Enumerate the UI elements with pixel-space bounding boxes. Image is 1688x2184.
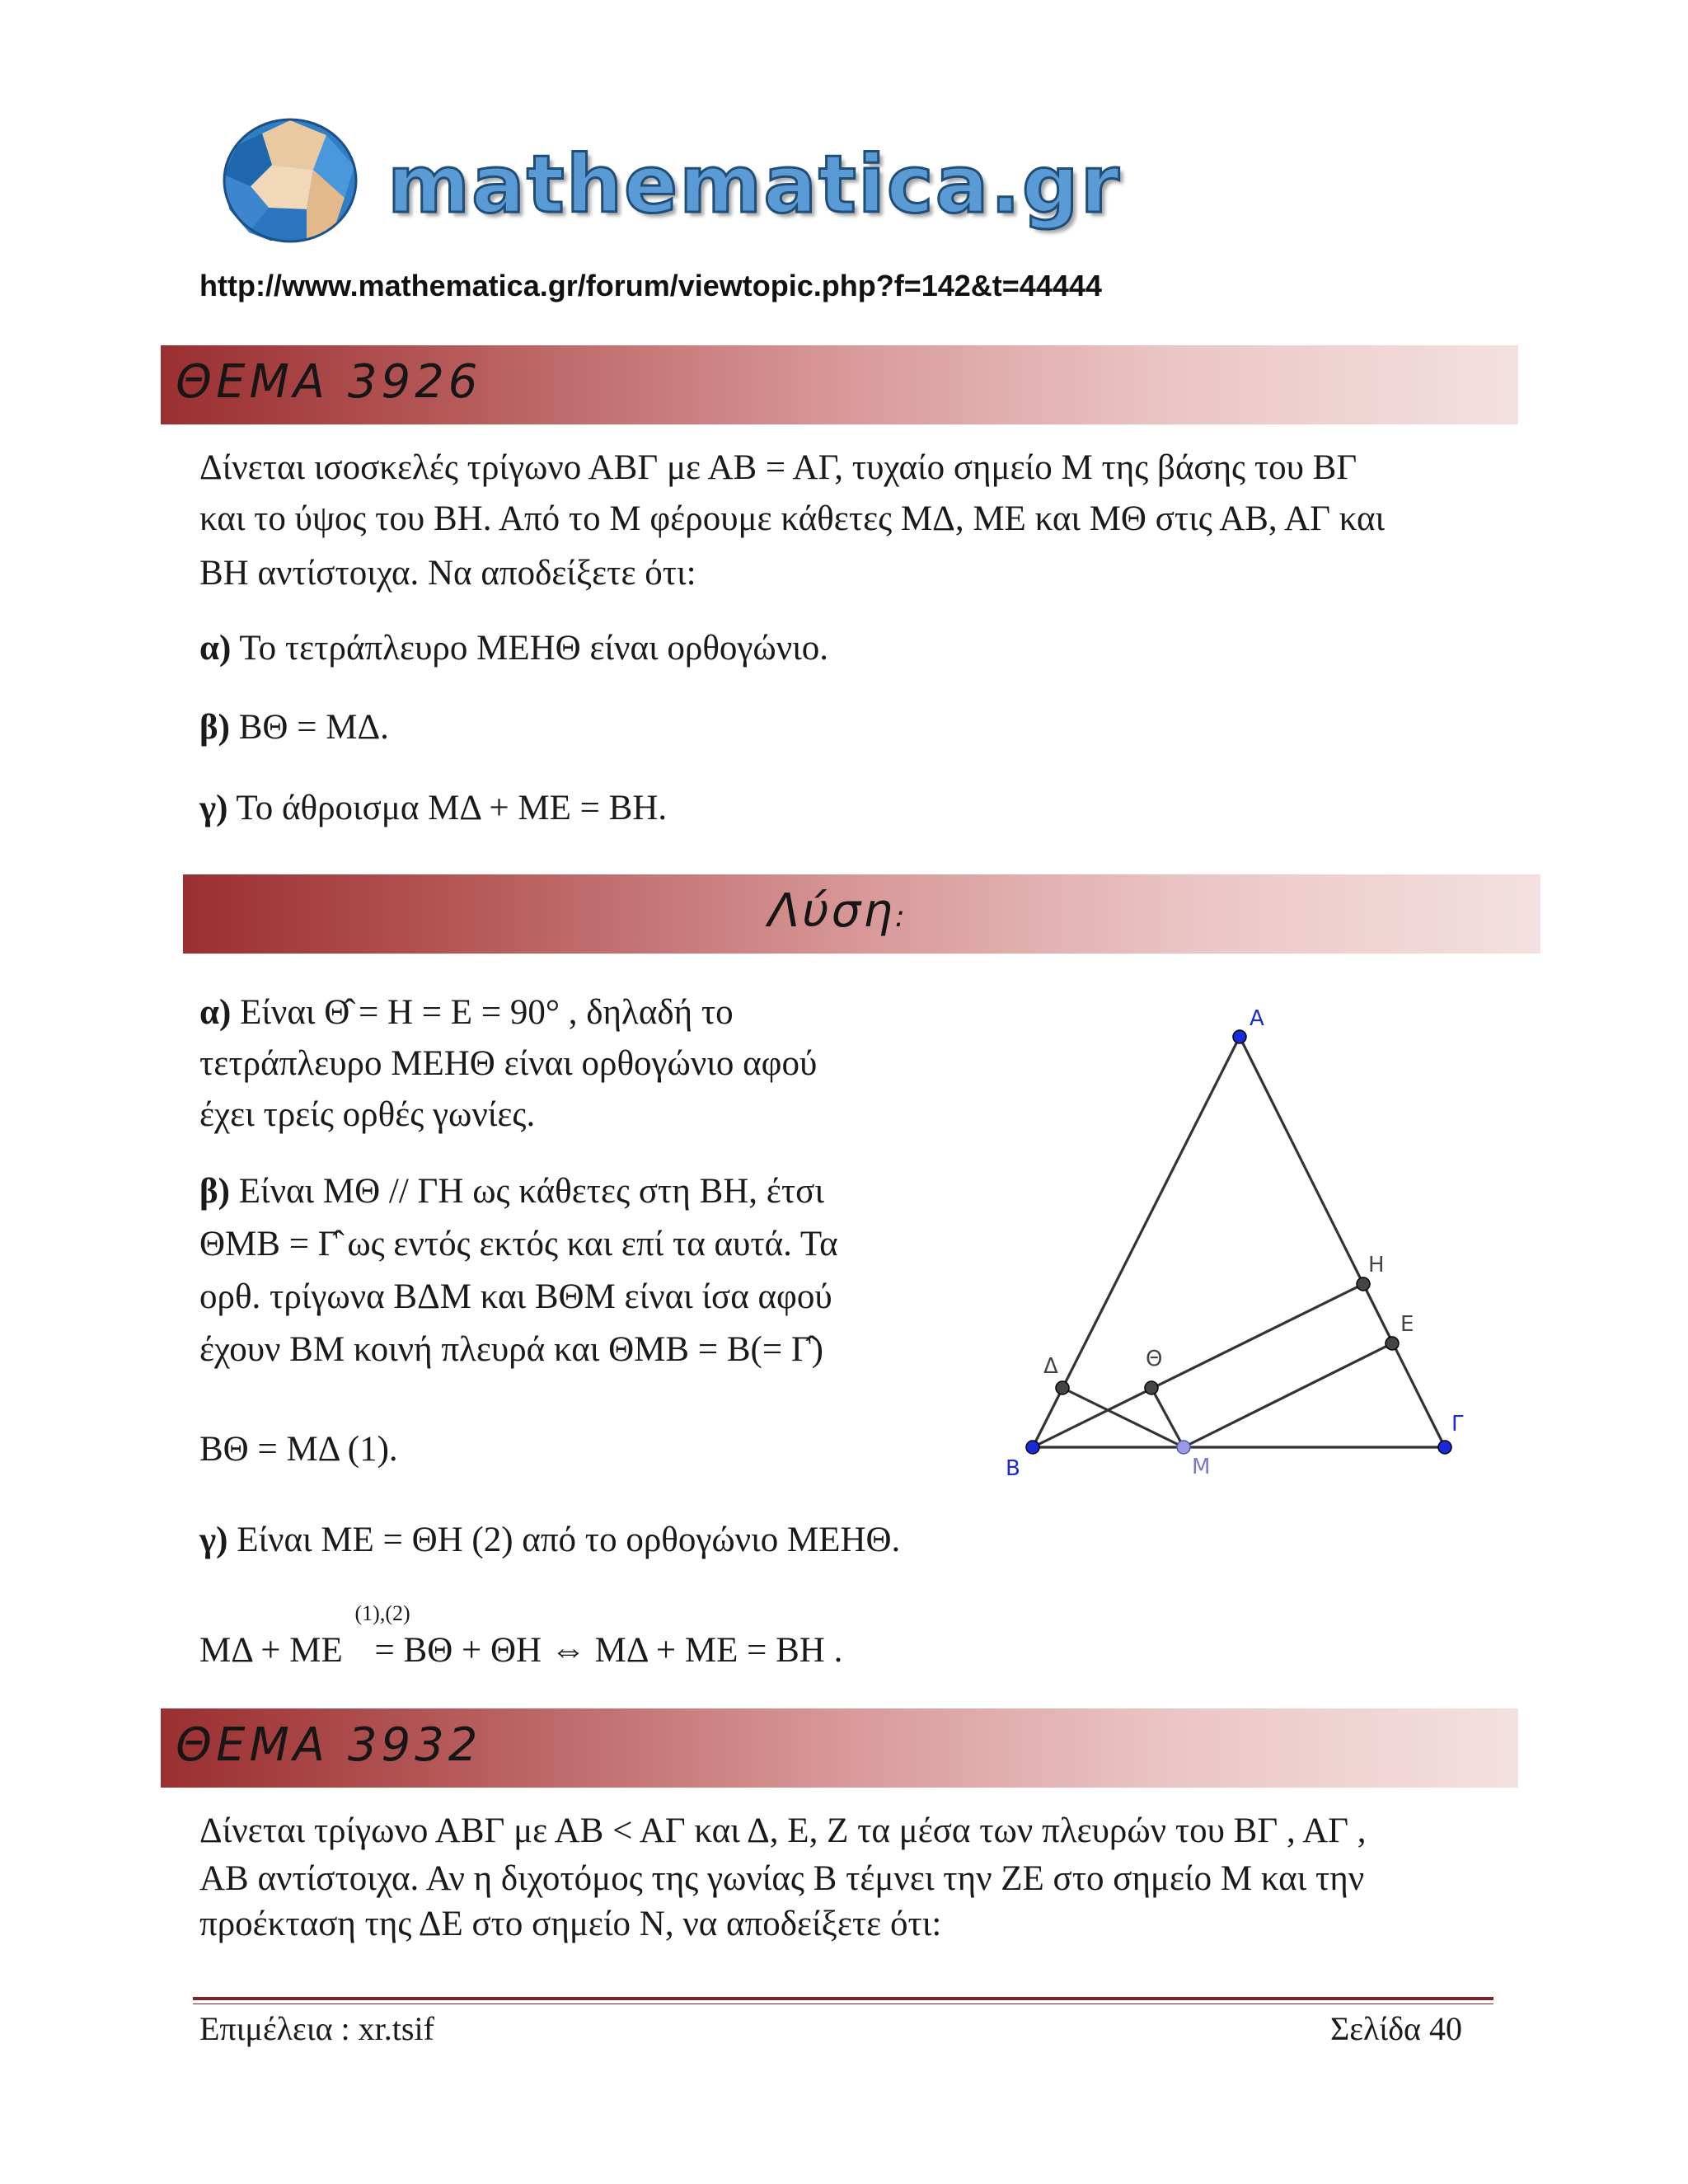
solution-label: γ) <box>199 1521 228 1559</box>
solution-header-band <box>183 874 1540 954</box>
footer-author: Επιμέλεια : xr.tsif <box>199 2010 434 2047</box>
solution-text: Είναι ΜΘ // ΓΗ ως κάθετες στη ΒΗ, έτσι <box>238 1172 824 1211</box>
solution-c <box>199 1520 900 1560</box>
solution-c-final <box>199 1601 843 1671</box>
question-a <box>199 628 828 668</box>
solution-b <box>199 1165 838 1376</box>
solution-title <box>768 884 907 938</box>
question-label: β) <box>199 708 230 747</box>
point-b <box>1026 1441 1039 1454</box>
solution-text: Είναι ΜΕ = ΘΗ (2) από το ορθογώνιο ΜΕΗΘ. <box>237 1521 901 1559</box>
point-th <box>1145 1381 1158 1394</box>
solution-label: β) <box>199 1172 230 1211</box>
label-a: A <box>1250 1006 1264 1031</box>
logo-text: mathematica.gr <box>387 138 1121 231</box>
theme-header-band <box>161 1708 1518 1788</box>
equation-right: = ΒΘ + ΘΗ ⇔ ΜΔ + ΜΕ = ΒΗ . <box>374 1631 843 1670</box>
solution-a <box>199 987 817 1141</box>
question-label: γ) <box>199 789 228 827</box>
label-h: H <box>1368 1253 1385 1277</box>
source-url-link[interactable]: http://www.mathematica.gr/forum/viewtopic.php?f=142&t=44444 <box>199 269 1102 302</box>
statement-line: ΑΒ αντίστοιχα. Αν η διχοτόμος της γωνίας Β τέμνει την ΖΕ στο σημείο Μ και την <box>199 1859 1365 1898</box>
point-g <box>1438 1441 1451 1454</box>
point-m <box>1177 1441 1190 1454</box>
solution-text: έχουν ΒΜ κοινή πλευρά και ΘΜΒ = Β(= Γ̂) <box>199 1330 823 1369</box>
equation-left: ΜΔ + ΜΕ <box>199 1631 343 1670</box>
theme-header-band <box>161 345 1518 424</box>
triangle-figure <box>989 989 1500 1500</box>
solution-text: τετράπλευρο ΜΕΗΘ είναι ορθογώνιο αφού <box>199 1044 818 1083</box>
label-e: E <box>1400 1312 1414 1337</box>
label-m: M <box>1192 1455 1211 1479</box>
point-e <box>1386 1337 1399 1350</box>
solution-text: έχει τρείς ορθές γωνίες. <box>199 1095 536 1134</box>
statement-line: ΒΗ αντίστοιχα. Να αποδείξετε ότι: <box>199 554 696 593</box>
question-c <box>199 788 667 828</box>
altitude-bh <box>1033 1284 1363 1447</box>
solution-title-colon: : <box>894 900 907 934</box>
equation-annotation: (1),(2) <box>354 1601 410 1625</box>
statement-line: Δίνεται ισοσκελές τρίγωνο ΑΒΓ με ΑΒ = ΑΓ, τυχαίο σημείο Μ της βάσης του ΒΓ <box>199 448 1357 487</box>
solution-text: Είναι Θ̂ = Η = Ε = 90° , δηλαδή το <box>240 993 734 1032</box>
label-d: Δ <box>1043 1354 1058 1379</box>
label-g: Γ <box>1451 1412 1464 1436</box>
footer-divider <box>193 1997 1493 2000</box>
statement-line: και το ύψος του ΒΗ. Από το Μ φέρουμε κάθετες ΜΔ, ΜΕ και ΜΘ στις ΑΒ, ΑΓ και <box>199 499 1386 538</box>
theme-title: ΘΕΜΑ 3932 <box>176 1718 482 1772</box>
side-ag <box>1240 1037 1445 1447</box>
solution-b-result: ΒΘ = ΜΔ (1). <box>199 1430 398 1469</box>
segment-md <box>1062 1388 1184 1447</box>
segment-me <box>1184 1343 1392 1447</box>
label-b: B <box>1006 1456 1020 1481</box>
question-label: α) <box>199 629 232 668</box>
statement-line: Δίνεται τρίγωνο ΑΒΓ με ΑΒ < ΑΓ και Δ, Ε, Ζ τα μέσα των πλευρών του ΒΓ , ΑΓ , <box>199 1811 1367 1850</box>
label-th: Θ <box>1146 1347 1163 1371</box>
point-a <box>1233 1030 1246 1043</box>
question-text: Το τετράπλευρο ΜΕΗΘ είναι ορθογώνιο. <box>239 629 828 668</box>
mathematica-logo-icon <box>221 117 359 244</box>
solution-text: ορθ. τρίγωνα ΒΔΜ και ΒΘΜ είναι ίσα αφού <box>199 1277 832 1316</box>
solution-label: α) <box>199 993 232 1032</box>
solution-title-text: Λύση <box>768 884 895 938</box>
statement-line: προέκταση της ΔΕ στο σημείο Ν, να αποδείξετε ότι: <box>199 1905 942 1943</box>
theme-title: ΘΕΜΑ 3926 <box>176 355 482 409</box>
question-b <box>199 707 389 748</box>
page-number: Σελίδα 40 <box>1329 2010 1462 2047</box>
point-d <box>1056 1381 1069 1394</box>
question-text: Το άθροισμα ΜΔ + ΜΕ = ΒΗ. <box>236 789 668 827</box>
point-h <box>1357 1277 1370 1291</box>
solution-text: ΘΜΒ = Γ̂ ως εντός εκτός και επί τα αυτά. Τα <box>199 1225 838 1263</box>
question-text: ΒΘ = ΜΔ. <box>238 708 389 747</box>
